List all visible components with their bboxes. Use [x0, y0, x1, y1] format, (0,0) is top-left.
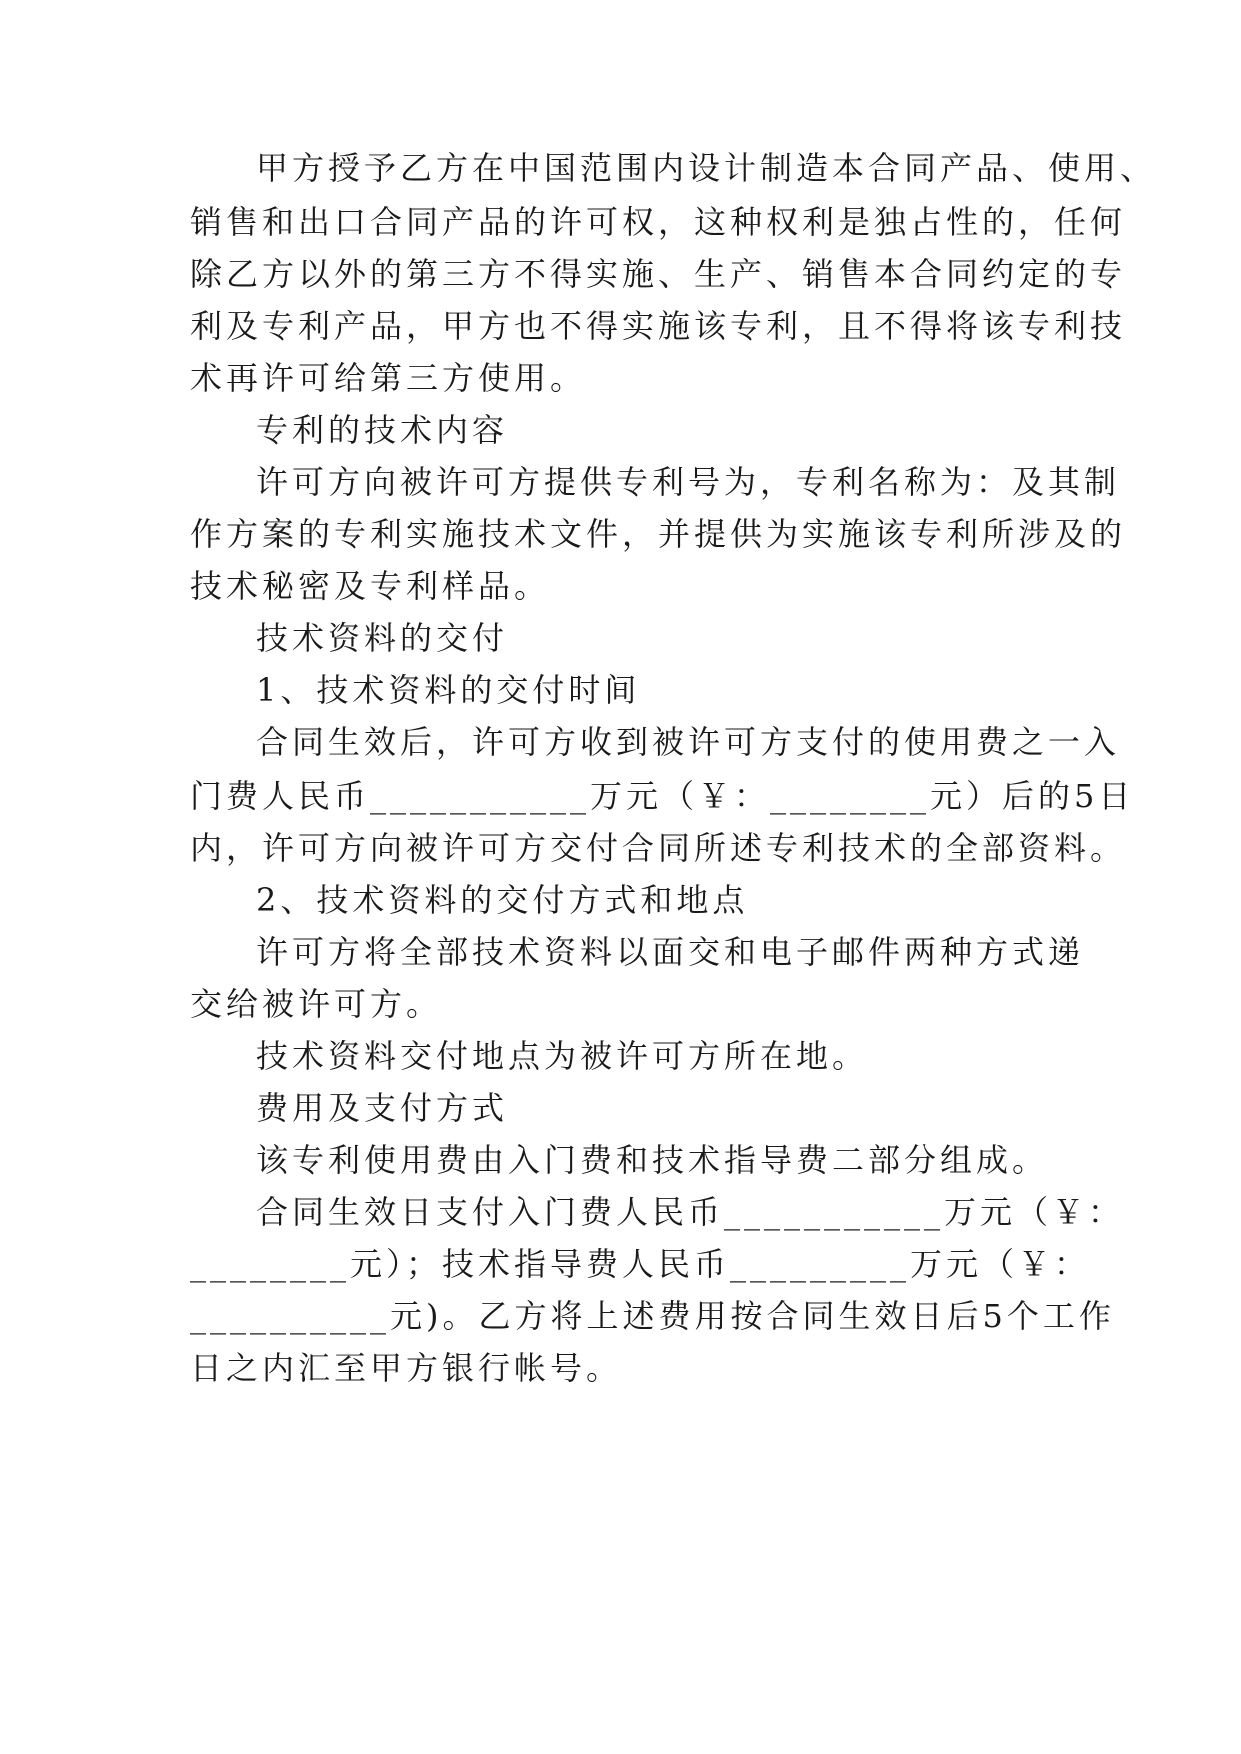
paragraph-fee-payment-line-3: __________元)。乙方将上述费用按合同生效日后5个工作 [190, 1297, 1115, 1335]
heading-patent-content: 专利的技术内容 [256, 411, 509, 449]
paragraph-content-line-3: 技术秘密及专利样品。 [190, 567, 551, 605]
paragraph-content-line-2: 作方案的专利实施技术文件，并提供为实施该专利所涉及的 [190, 515, 1127, 553]
paragraph-delivery-method-line-2: 交给被许可方。 [190, 985, 443, 1023]
subheading-delivery-method: 2、技术资料的交付方式和地点 [256, 881, 749, 919]
paragraph-content-line-1: 许可方向被许可方提供专利号为，专利名称为：及其制 [256, 463, 1121, 501]
paragraph-delivery-time-line-2: 门费人民币___________万元（￥：________元）后的5日 [190, 777, 1135, 815]
subheading-delivery-time: 1、技术资料的交付时间 [256, 671, 641, 709]
paragraph-grant-line-3: 除乙方以外的第三方不得实施、生产、销售本合同约定的专 [190, 255, 1127, 293]
paragraph-fee-composition: 该专利使用费由入门费和技术指导费二部分组成。 [256, 1141, 1049, 1179]
paragraph-fee-payment-line-1: 合同生效日支付入门费人民币___________万元（￥： [256, 1193, 1125, 1231]
paragraph-delivery-method-line-1: 许可方将全部技术资料以面交和电子邮件两种方式递 [256, 933, 1085, 971]
paragraph-grant-line-4: 利及专利产品，甲方也不得实施该专利，且不得将该专利技 [190, 307, 1127, 345]
paragraph-grant-line-1: 甲方授予乙方在中国范围内设计制造本合同产品、使用、 [256, 149, 1157, 187]
paragraph-delivery-location: 技术资料交付地点为被许可方所在地。 [256, 1037, 869, 1075]
heading-fees: 费用及支付方式 [256, 1089, 509, 1127]
paragraph-fee-payment-line-4: 日之内汇至甲方银行帐号。 [190, 1349, 623, 1387]
paragraph-delivery-time-line-1: 合同生效后，许可方收到被许可方支付的使用费之一入 [256, 723, 1121, 761]
paragraph-fee-payment-line-2: ________元）；技术指导费人民币_________万元（￥： [190, 1245, 1091, 1283]
paragraph-delivery-time-line-3: 内，许可方向被许可方交付合同所述专利技术的全部资料。 [190, 829, 1127, 867]
paragraph-grant-line-5: 术再许可给第三方使用。 [190, 359, 587, 397]
heading-delivery: 技术资料的交付 [256, 619, 509, 657]
paragraph-grant-line-2: 销售和出口合同产品的许可权，这种权利是独占性的，任何 [190, 203, 1127, 241]
